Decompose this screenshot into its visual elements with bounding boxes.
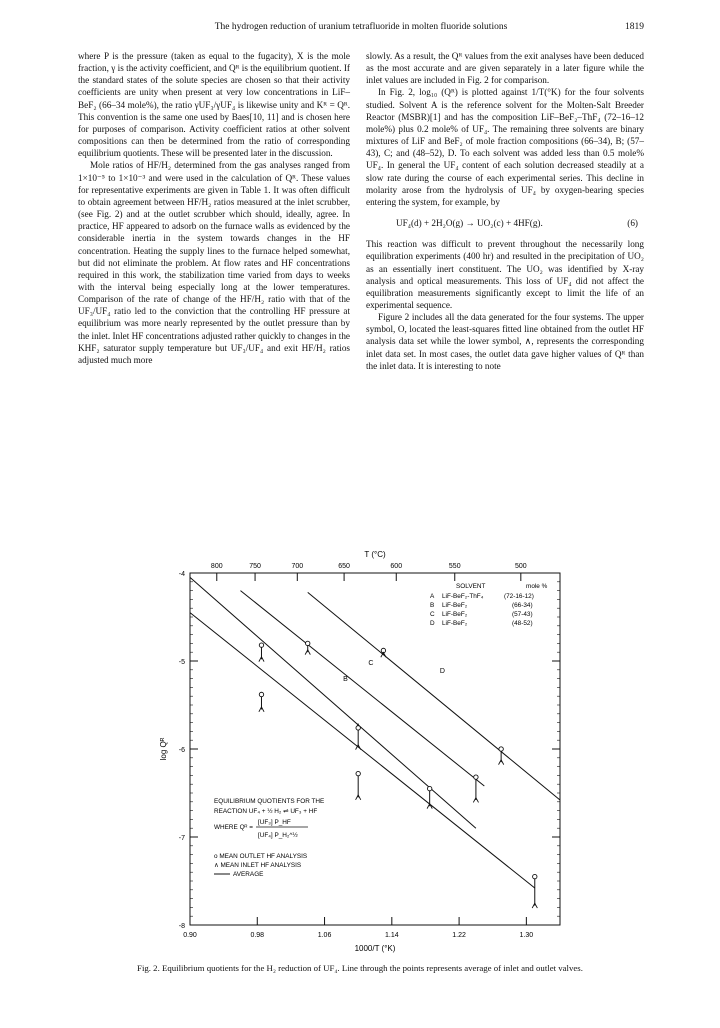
outlet-point xyxy=(427,786,431,790)
equation-number: (6) xyxy=(627,218,638,229)
annotation-where: WHERE Qᴿ = xyxy=(214,824,253,831)
line-label-c: C xyxy=(368,659,374,667)
outlet-point xyxy=(533,874,537,878)
average-line-a xyxy=(190,613,535,888)
left-paragraph-1: where P is the pressure (taken as equal to the fugacity), X is the mole fraction, γ is the activity coefficient, and Qᴿ is the equilibrium quotient. If the standard states of the solute species are chosen so that their activity coefficients are unity when present at very low concentrations in LiF–BeF₂ (66–34 mole%), the ratio γUF₃/γUF₄ is likewise unity and Kᴿ = Qᴿ. This convention is the same one used by Baes[10, 11] and is chosen here for purposes of comparison. Activity coefficient ratios at other solvent compositions can then be determined from the ratio of corresponding equilibrium quotients. These will be presented later in the discussion. xyxy=(78,51,350,159)
right-paragraph-4: Figure 2 includes all the data generated for the four systems. The upper symbol, O, located the least-squares fitted line obtained from the outlet HF analysis data set while the lower symbol, ∧, represents the corresponding inlet data set. In most cases, the outlet data gave higher values of Qᴿ than the inlet data. It is interesting to note xyxy=(366,312,644,371)
top-tick-label: 800 xyxy=(210,563,223,570)
top-tick-label: 500 xyxy=(514,563,527,570)
x-tick-label: 0.98 xyxy=(250,932,265,939)
annotation-denominator: [UF₄] P_H₂^½ xyxy=(258,832,298,839)
svg-text:(48-52): (48-52) xyxy=(512,620,533,627)
top-axis-ticks xyxy=(211,563,527,581)
equation-6 xyxy=(366,208,644,238)
svg-text:B: B xyxy=(430,602,435,609)
legend-average-label: AVERAGE xyxy=(233,871,264,878)
page-number: 1819 xyxy=(625,22,644,32)
y-axis-label: log Qᴿ xyxy=(159,737,168,761)
legend-row-c xyxy=(430,611,533,618)
figure-caption: Fig. 2. Equilibrium quotients for the H₂ reduction of UF₄. Line through the points represents average of inlet and outlet valves. xyxy=(137,963,583,973)
legend-inlet-symbol: ∧ MEAN INLET HF ANALYSIS xyxy=(214,862,302,869)
line-label-b: B xyxy=(343,676,348,684)
x-axis-label: 1000/T (°K) xyxy=(354,944,396,953)
svg-text:A: A xyxy=(430,593,435,600)
right-column xyxy=(366,50,644,372)
equation-body: UF₄(d) + 2H₂O(g) → UO₂(c) + 4HF(g). xyxy=(396,218,543,229)
line-label-d: D xyxy=(439,667,445,675)
x-tick-label: 1.30 xyxy=(519,932,534,939)
inlet-point xyxy=(356,795,361,800)
legend-header-mole: mole % xyxy=(526,583,548,590)
y-tick-label: -7 xyxy=(178,835,185,842)
outlet-point xyxy=(474,775,478,779)
outlet-point xyxy=(356,726,360,730)
outlet-point xyxy=(356,771,360,775)
y-tick-label: -8 xyxy=(178,923,185,930)
outlet-point xyxy=(306,641,310,645)
svg-text:LiF-BeF₂: LiF-BeF₂ xyxy=(442,620,468,627)
svg-text:(66-34): (66-34) xyxy=(512,602,533,609)
svg-text:LiF-BeF₂: LiF-BeF₂ xyxy=(442,602,468,609)
top-tick-label: 700 xyxy=(291,563,304,570)
annotation-line-1: EQUILIBRIUM QUOTIENTS FOR THE xyxy=(214,798,325,805)
y-tick-label: -4 xyxy=(178,571,185,578)
annotation-numerator: [UF₃] P_HF xyxy=(258,819,291,826)
annotation-line-2: REACTION UF₄ + ½ H₂ ⇌ UF₃ + HF xyxy=(214,808,318,815)
x-tick-label: 1.06 xyxy=(317,932,332,939)
x-axis-ticks xyxy=(183,917,533,939)
svg-text:D: D xyxy=(430,620,435,627)
inlet-point xyxy=(473,798,478,803)
outlet-point xyxy=(259,692,263,696)
y-tick-label: -5 xyxy=(178,659,185,666)
legend-header-solvent: SOLVENT xyxy=(456,583,486,590)
svg-text:(57-43): (57-43) xyxy=(512,611,533,618)
svg-text:(72-16-12): (72-16-12) xyxy=(504,593,534,600)
running-title: The hydrogen reduction of uranium tetrafluoride in molten fluoride solutions xyxy=(214,22,508,32)
left-column xyxy=(78,50,350,366)
top-tick-label: 650 xyxy=(338,563,350,570)
svg-text:LiF-BeF₂-ThF₄: LiF-BeF₂-ThF₄ xyxy=(442,593,484,600)
top-axis-title: T (°C) xyxy=(364,550,386,559)
equilibrium-quotient-chart xyxy=(150,545,590,963)
legend-outlet-symbol: o MEAN OUTLET HF ANALYSIS xyxy=(214,853,308,860)
svg-text:LiF-BeF₂: LiF-BeF₂ xyxy=(442,611,468,618)
x-tick-label: 0.90 xyxy=(183,932,197,939)
top-tick-label: 600 xyxy=(390,563,403,570)
solvent-legend xyxy=(430,583,548,627)
figure-2 xyxy=(150,545,590,963)
svg-text:C: C xyxy=(430,611,435,618)
legend-row-d xyxy=(430,620,533,627)
x-tick-label: 1.22 xyxy=(452,932,466,939)
y-tick-label: -6 xyxy=(178,747,185,754)
right-paragraph-3: This reaction was difficult to prevent throughout the necessarily long equilibration experiments (400 hr) and resulted in the precipitation of UO₂ as an essentially inert constituent. The UO₂ was identified by X-ray analysis and optical measurements. This loss of UF₄ did not affect the equilibration measurements significantly except to limit the life of an experimental sequence. xyxy=(366,239,644,310)
inlet-point xyxy=(259,707,264,712)
reaction-annotation xyxy=(214,798,324,878)
outlet-point xyxy=(499,747,503,751)
left-paragraph-2: Mole ratios of HF/H₂ determined from the gas analyses ranged from 1×10⁻⁵ to 1×10⁻³ and were used in the calculation of Qᴿ. These values for representative experiments are given in Table 1. It was often difficult to obtain agreement between HF/H₂ ratios measured at the inlet scrubber, (see Fig. 2) and at the outlet scrubber which should, ideally, agree. In practice, HF appeared to adsorb on the furnace walls as evidenced by the considerable inertia in the system towards changes in the HF concentration. Heating the supply lines to the furnace helped somewhat, but did not eliminate the problem. At flow rates and HF concentrations required in this work, the stabilization time varied from days to weeks with the interval being especially long at the lower temperatures. Comparison of the rate of change of the HF/H₂ ratio with that of the UF₃/UF₄ ratio led to the conviction that the controlling HF pressure at equilibrium was more nearly represented by the outlet pressure than by the inlet. Inlet HF concentrations adjusted rather quickly to changes in the KHF₂ saturator supply temperature but UF₃/UF₄ and exit HF/H₂ ratios adjusted much more xyxy=(78,160,350,365)
top-tick-label: 750 xyxy=(249,563,261,570)
legend-row-a xyxy=(430,593,534,600)
outlet-point xyxy=(259,643,263,647)
right-paragraph-1: slowly. As a result, the Qᴿ values from the exit analyses have been deduced as the most accurate and are given separately in a later figure while the inlet values are included in Fig. 2 for comparison. xyxy=(366,51,644,86)
running-header xyxy=(78,22,644,36)
right-paragraph-2: In Fig. 2, log₁₀ (Qᴿ) is plotted against 1/T(°K) for the four solvents studied. Solvent A is the reference solvent for the Molten-Salt Breeder Reactor (MSBR)[1] and has the composition LiF–BeF₂–ThF₄ (72–16–12 mole%) plus 0.2 mole% of UF₄. The remaining three solvents are binary mixtures of LiF and BeF₂ of mole fraction compositions (66–34), B; (57–43), C; and (48–52), D. To each solvent was added less than 0.5 mole% UF₄. In general the UF₄ content of each solution decreased steadily at a slow rate during the course of each experimental series. This decline in molarity arose from the hydrolysis of UF₄ by oxygen-bearing species entering the system, for example, by xyxy=(366,87,644,207)
top-tick-label: 550 xyxy=(448,563,461,570)
legend-row-b xyxy=(430,602,533,609)
x-tick-label: 1.14 xyxy=(385,932,399,939)
